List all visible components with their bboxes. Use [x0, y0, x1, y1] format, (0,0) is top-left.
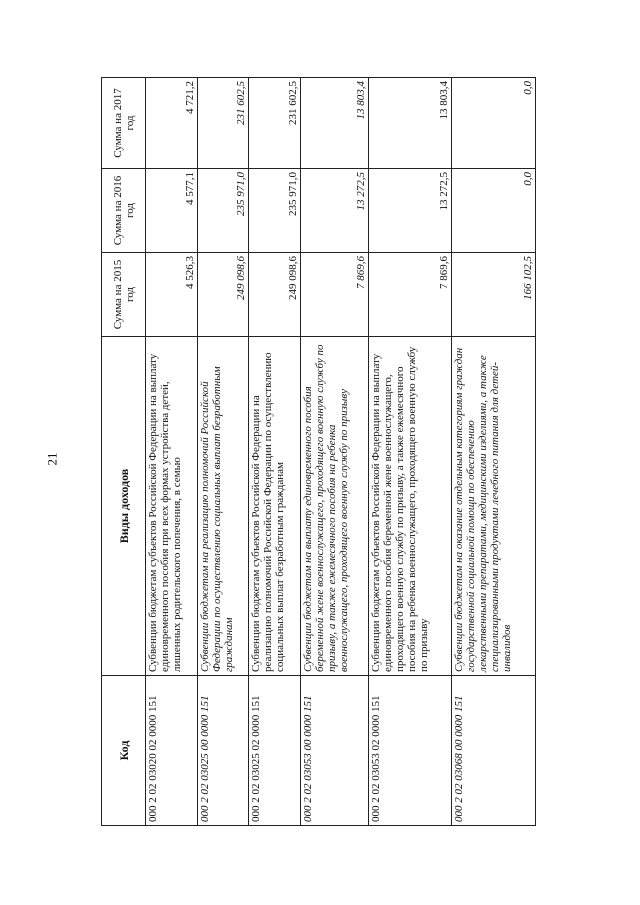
row-value-2017: 13 803,4 — [368, 78, 452, 169]
row-text: Субвенции бюджетам на выплату единовременного пособия беременной жене военнослужащего, проходящего военную службу по призыву, а также ежемесячного пособия на ребенка военнослужащего, проходящего военную службу по призыву — [301, 337, 369, 676]
row-code: 000 2 02 03068 00 0000 151 — [452, 676, 536, 826]
header-sum-2017: Сумма на 2017 год — [102, 78, 146, 169]
row-value-2017: 231 602,5 — [197, 78, 249, 169]
row-code: 000 2 02 03020 02 0000 151 — [146, 676, 198, 826]
table-row — [452, 78, 536, 826]
row-code: 000 2 02 03053 00 0000 151 — [301, 676, 369, 826]
row-code: 000 2 02 03053 02 0000 151 — [368, 676, 452, 826]
table-row — [301, 78, 369, 826]
row-text: Субвенции бюджетам субъектов Российской Федерации на реализацию полномочий Российской Федерации по осуществлению социальных выплат безработным гражданам — [249, 337, 301, 676]
table-row — [146, 78, 198, 826]
row-value-2017: 4 721,2 — [146, 78, 198, 169]
row-value-2016: 235 971,0 — [197, 169, 249, 253]
row-text: Субвенции бюджетам на оказание отдельным категориям граждан государственной социальной помощи по обеспечению лекарственными препаратами, медицинскими изделиями, а также специализированными продуктами лечебного питания для детей-инвалидов — [452, 337, 536, 676]
row-value-2016: 4 577,1 — [146, 169, 198, 253]
row-value-2015: 4 526,3 — [146, 253, 198, 337]
row-value-2015: 249 098,6 — [249, 253, 301, 337]
row-text: Субвенции бюджетам на реализацию полномочий Российской Федерации по осуществлению социальных выплат безработным гражданам — [197, 337, 249, 676]
row-value-2015: 7 869,6 — [368, 253, 452, 337]
row-code: 000 2 02 03025 02 0000 151 — [249, 676, 301, 826]
row-value-2016: 13 272,5 — [368, 169, 452, 253]
row-value-2017: 231 602,5 — [249, 78, 301, 169]
row-value-2016: 0,0 — [452, 169, 536, 253]
header-code: Код — [102, 676, 146, 826]
rotated-table-wrapper — [101, 78, 536, 826]
row-value-2016: 13 272,5 — [301, 169, 369, 253]
table-row — [197, 78, 249, 826]
header-sum-2016: Сумма на 2016 год — [102, 169, 146, 253]
row-value-2016: 235 971,0 — [249, 169, 301, 253]
row-text: Субвенции бюджетам субъектов Российской Федерации на выплату единовременного пособия при всех формах устройства детей, лишенных родительского попечения, в семью — [146, 337, 198, 676]
revenue-table — [101, 77, 536, 826]
table-header-row — [102, 78, 146, 826]
header-type: Виды доходов — [102, 337, 146, 676]
row-value-2017: 0,0 — [452, 78, 536, 169]
row-value-2015: 7 869,6 — [301, 253, 369, 337]
row-value-2015: 166 102,5 — [452, 253, 536, 337]
row-code: 000 2 02 03025 00 0000 151 — [197, 676, 249, 826]
header-sum-2015: Сумма на 2015 год — [102, 253, 146, 337]
row-value-2017: 13 803,4 — [301, 78, 369, 169]
table-row — [368, 78, 452, 826]
row-value-2015: 249 098,6 — [197, 253, 249, 337]
row-text: Субвенции бюджетам субъектов Российской Федерации на выплату единовременного пособия беременной жене военнослужащего, проходящего военную службу по призыву, а также ежемесячного пособия на ребенка военнослужащего, проходящего военную службу по призыву — [368, 337, 452, 676]
table-row — [249, 78, 301, 826]
